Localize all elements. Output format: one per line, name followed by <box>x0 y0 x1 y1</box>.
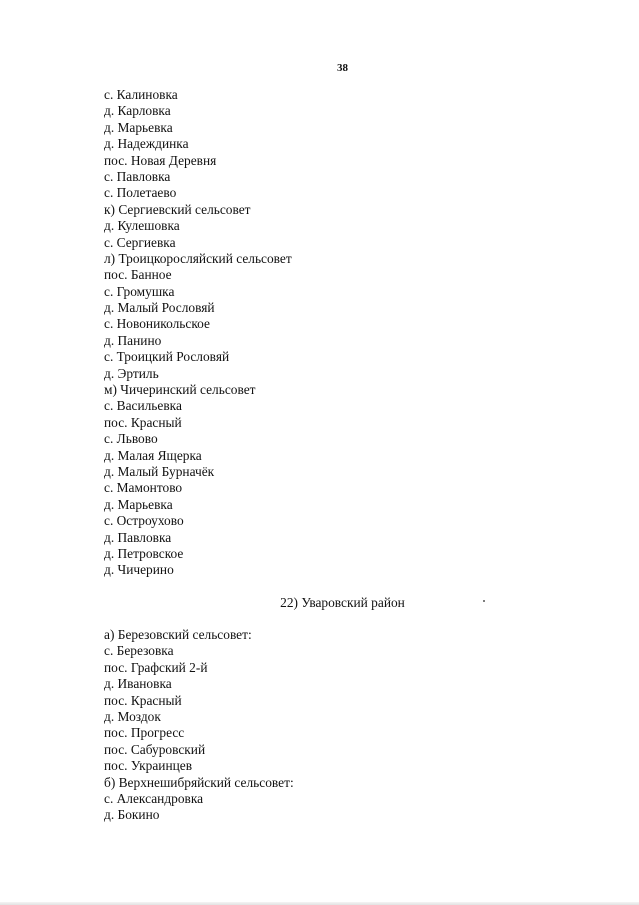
list-item: с. Троицкий Рословяй <box>104 349 230 365</box>
list-item: пос. Красный <box>104 692 182 708</box>
list-item: д. Карловка <box>104 103 171 119</box>
list-item: д. Малый Бурначёк <box>104 463 215 479</box>
list-item: а) Березовский сельсовет: <box>104 627 252 642</box>
list-item: л) Троицкоросляйский сельсовет <box>104 250 292 266</box>
settlement-list-top <box>104 87 292 579</box>
list-item: м) Чичеринский сельсовет <box>104 382 256 398</box>
list-item: с. Сергиевка <box>104 234 176 250</box>
list-item: с. Калиновка <box>104 87 178 102</box>
list-item: пос. Украинцев <box>104 758 193 774</box>
list-item: д. Малая Ящерка <box>104 447 202 463</box>
list-item: с. Васильевка <box>104 398 182 414</box>
list-item: пос. Банное <box>104 267 172 283</box>
list-item: с. Березовка <box>104 643 174 659</box>
list-item: с. Мамонтово <box>104 480 183 496</box>
list-item: д. Панино <box>104 332 162 348</box>
list-item: с. Громушка <box>104 283 175 299</box>
list-item: д. Малый Рословяй <box>104 300 215 316</box>
list-item: д. Петровское <box>104 545 184 561</box>
list-item: с. Полетаево <box>104 185 177 201</box>
list-item: д. Марьевка <box>104 119 173 135</box>
page-number: 38 <box>337 62 348 74</box>
list-item: д. Кулешовка <box>104 218 180 234</box>
list-item: с. Александровка <box>104 790 204 806</box>
list-item: пос. Прогресс <box>104 725 185 741</box>
list-item: д. Марьевка <box>104 496 173 512</box>
list-item: с. Остроухово <box>104 513 184 529</box>
list-item: д. Чичерино <box>104 562 174 578</box>
list-item: с. Новоникольское <box>104 316 210 332</box>
list-item: к) Сергиевский сельсовет <box>104 201 251 217</box>
list-item: д. Моздок <box>104 708 161 724</box>
list-item: пос. Графский 2-й <box>104 659 208 675</box>
list-item: д. Эртиль <box>104 365 159 381</box>
list-item: д. Ивановка <box>104 676 172 692</box>
list-item: д. Павловка <box>104 529 172 545</box>
list-item: б) Верхнешибряйский сельсовет: <box>104 774 294 790</box>
settlement-list-bottom <box>104 627 294 824</box>
list-item: д. Надеждинка <box>104 136 189 152</box>
list-item: с. Львово <box>104 431 158 447</box>
list-item: пос. Новая Деревня <box>104 152 217 168</box>
list-item: д. Бокино <box>104 807 160 823</box>
list-item: с. Павловка <box>104 168 171 184</box>
scan-speck <box>483 600 485 602</box>
section-title: 22) Уваровский район <box>280 595 405 610</box>
list-item: пос. Сабуровский <box>104 741 206 757</box>
list-item: пос. Красный <box>104 414 182 430</box>
